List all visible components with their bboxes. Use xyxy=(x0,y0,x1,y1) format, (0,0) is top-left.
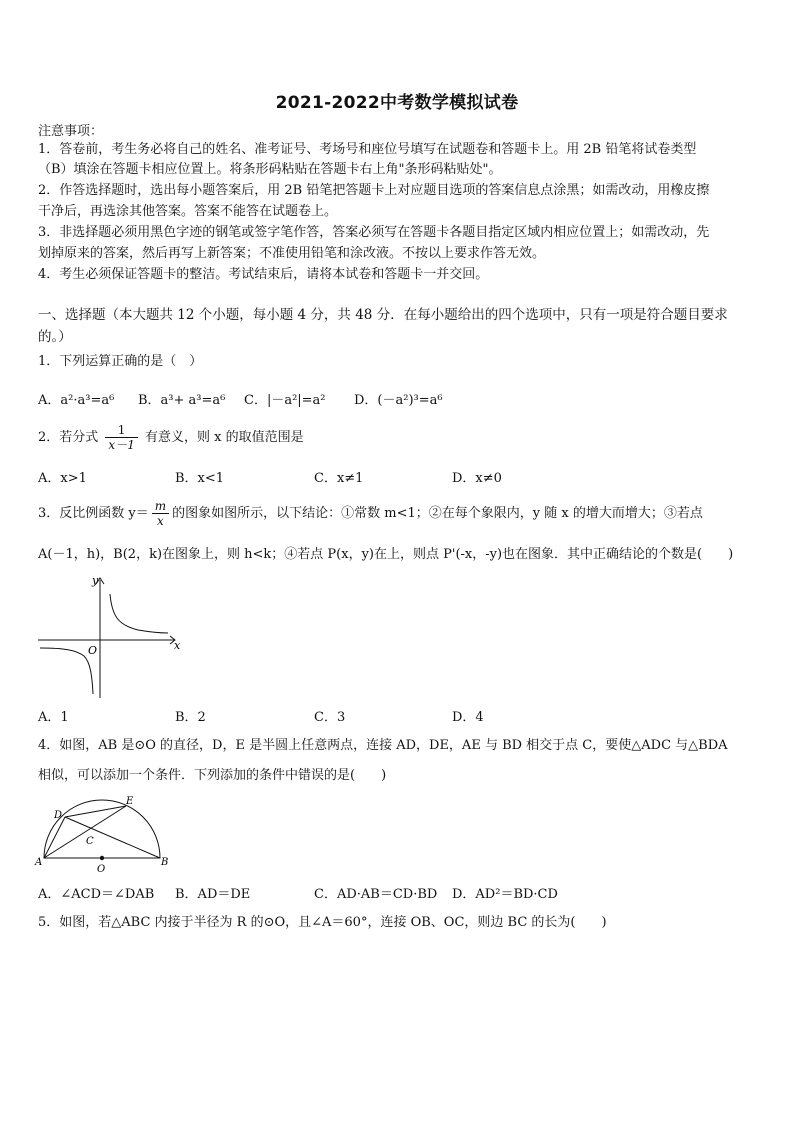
q4-label-d: D xyxy=(54,810,63,821)
q4-label-o: O xyxy=(97,864,106,875)
q3-stem xyxy=(38,496,760,532)
q3-hyperbola-branch-1 xyxy=(110,594,168,633)
q4-label-b: B xyxy=(161,857,169,868)
q2-option-a: A．x>1 xyxy=(38,471,87,486)
q2-stem-after: 有意义，则 x 的取值范围是 xyxy=(144,430,304,445)
q3-option-a: A．1 xyxy=(38,710,69,725)
q3-x-label: x xyxy=(174,639,181,652)
q4-label-a: A xyxy=(35,857,43,868)
page-title: 2021-2022中考数学模拟试卷 xyxy=(275,93,519,113)
q4-center-point xyxy=(100,856,104,860)
section-heading-cont: 的。） xyxy=(38,329,72,345)
q1-option-d: D．(－a²)³=a⁶ xyxy=(354,393,443,408)
q1-option-c: C．|－a²|=a² xyxy=(244,393,326,408)
notes-line: 1．答卷前，考生务必将自己的姓名、准考证号、考场号和座位号填写在试题卷和答题卡上。用 2B 铅笔将试卷类型 xyxy=(38,142,697,157)
q3-option-d: D．4 xyxy=(452,710,484,725)
q2-option-c: C．x≠1 xyxy=(314,471,364,486)
q3-frac-denominator: x xyxy=(157,514,164,528)
q3-stem-before: 3．反比例函数 y＝ xyxy=(38,506,149,521)
q1-option-a: A．a²·a³=a⁶ xyxy=(38,393,115,408)
q4-semicircle xyxy=(44,800,160,858)
q4-semicircle-figure xyxy=(34,792,174,876)
q3-y-label: y xyxy=(92,574,99,587)
q3-origin-label: O xyxy=(88,644,98,657)
q4-label-e: E xyxy=(126,796,134,807)
q3-hyperbola-branch-2 xyxy=(40,648,93,694)
notes-line: 2．作答选择题时，选出每小题答案后，用 2B 铅笔把答题卡上对应题目选项的答案信息点涂黑；如需改动，用橡皮擦 xyxy=(38,183,710,198)
notes-heading: 注意事项： xyxy=(38,124,104,139)
q4-option-d: D．AD²＝BD·CD xyxy=(452,887,558,902)
q2-option-d: D．x≠0 xyxy=(452,471,502,486)
q4-stem-line2: 相似，可以添加一个条件．下列添加的条件中错误的是( ) xyxy=(38,768,387,783)
q4-stem: 4．如图，AB 是⊙O 的直径，D，E 是半圆上任意两点，连接 AD，DE，AE 与 BD 相交于点 C，要使△ADC 与△BDA xyxy=(38,738,728,753)
q1-stem: 1．下列运算正确的是（ ） xyxy=(38,354,203,369)
q3-fraction xyxy=(152,499,169,528)
q4-label-c: C xyxy=(86,836,94,847)
notes-line: 4．考生必须保证答题卡的整洁。考试结束后，请将本试卷和答题卡一并交回。 xyxy=(38,267,489,282)
q3-option-b: B．2 xyxy=(175,710,206,725)
q3-stem-after: 的图象如图所示，以下结论：①常数 m<1；②在每个象限内，y 随 x 的增大而增大；③若点 xyxy=(172,506,703,521)
q3-hyperbola-figure xyxy=(34,570,184,700)
notes-line: （B）填涂在答题卡相应位置上。将条形码粘贴在答题卡右上角"条形码粘贴处"。 xyxy=(38,162,502,177)
notes-line: 划掉原来的答案，然后再写上新答案；不准使用铅笔和涂改液。不按以上要求作答无效。 xyxy=(38,246,546,261)
notes-line: 3．非选择题必须用黑色字迹的钢笔或签字笔作答，答案必须写在答题卡各题目指定区域内相应位置上；如需改动，先 xyxy=(38,225,710,240)
q4-segment-bd xyxy=(65,817,160,858)
q1-option-b: B．a³+ a³=a⁶ xyxy=(138,393,226,408)
q5-stem: 5．如图，若△ABC 内接于半径为 R 的⊙O，且∠A＝60°，连接 OB、OC，则边 BC 的长为( ) xyxy=(38,915,607,930)
q3-frac-numerator: m xyxy=(152,499,169,514)
q2-frac-denominator: x－1 xyxy=(108,438,135,452)
q4-option-b: B．AD＝DE xyxy=(175,887,251,902)
notes-line: 干净后，再选涂其他答案。答案不能答在试题卷上。 xyxy=(38,204,338,219)
q2-stem xyxy=(38,420,760,456)
q3-stem-line2: A(－1，h)，B(2，k)在图象上，则 h<k；④若点 P(x，y)在上，则点 P'(-x，-y)也在图象．其中正确结论的个数是( ) xyxy=(38,547,734,562)
q2-frac-numerator: 1 xyxy=(105,423,137,438)
q4-option-c: C．AD·AB＝CD·BD xyxy=(314,887,438,902)
q3-option-c: C．3 xyxy=(314,710,346,725)
q2-option-b: B．x<1 xyxy=(175,471,225,486)
q2-fraction xyxy=(105,423,137,452)
q4-option-a: A．∠ACD＝∠DAB xyxy=(38,887,155,902)
q2-stem-before: 2．若分式 xyxy=(38,430,99,445)
section-heading: 一、选择题（本大题共 12 个小题，每小题 4 分，共 48 分．在每小题给出的四个选项中，只有一项是符合题目要求 xyxy=(38,307,728,323)
